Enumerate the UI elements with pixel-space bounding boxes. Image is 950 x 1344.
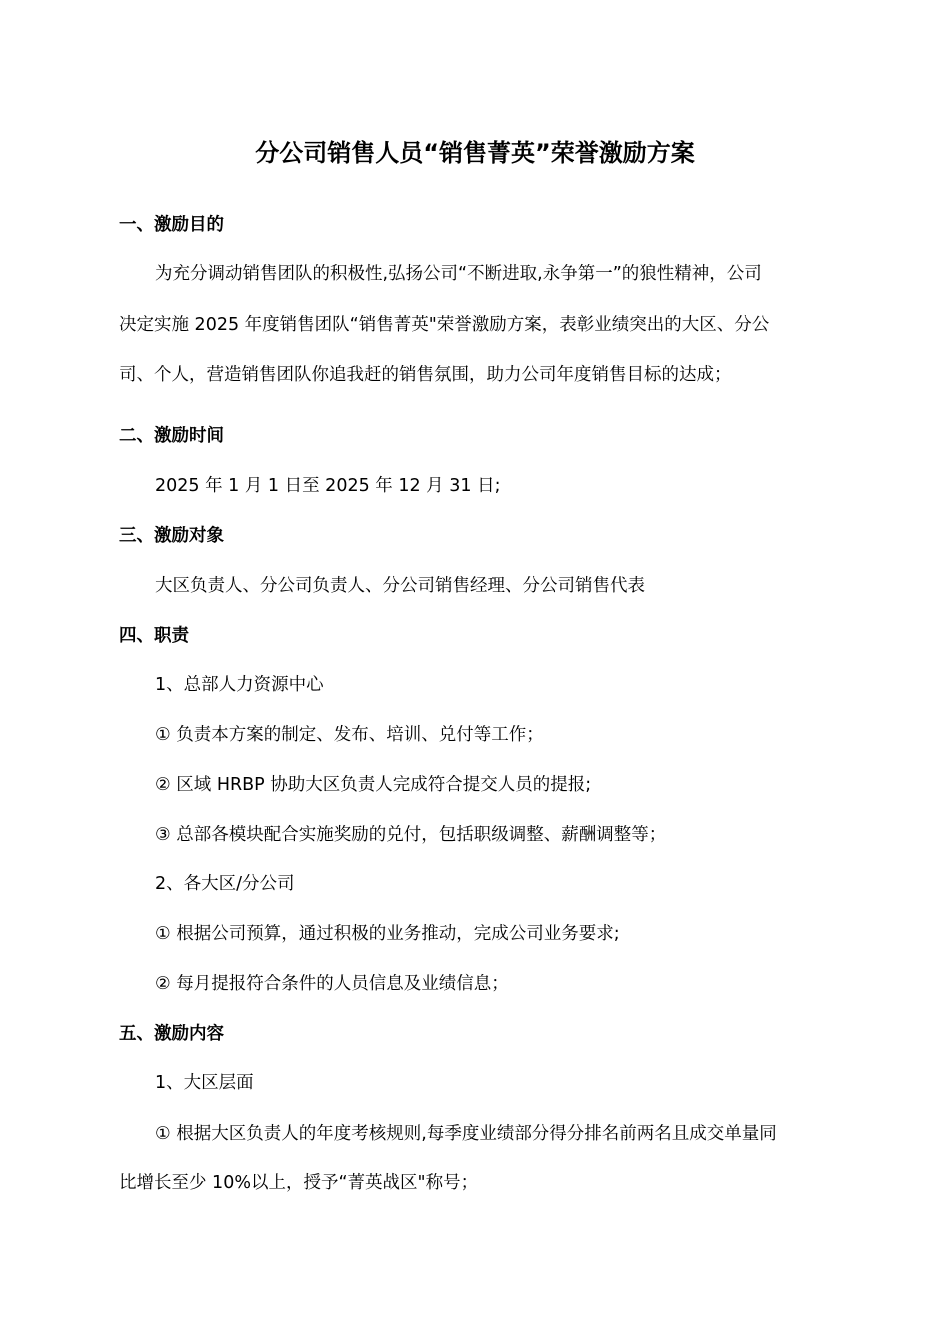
page-title: 分公司销售人员“销售菁英”荣誉激励方案 <box>255 139 695 167</box>
paragraph-line: 大区负责人、分公司负责人、分公司销售经理、分公司销售代表 <box>155 576 645 596</box>
list-item: 比增长至少 10%以上，授予“菁英战区"称号； <box>119 1173 479 1193</box>
paragraph-line: 2025 年 1 月 1 日至 2025 年 12 月 31 日; <box>155 476 501 496</box>
section-heading-duties: 四、职责 <box>119 626 189 646</box>
list-item: 2、各大区/分公司 <box>155 874 295 894</box>
list-item: 1、总部人力资源中心 <box>155 675 324 695</box>
section-heading-purpose: 一、激励目的 <box>119 215 224 235</box>
section-heading-time: 二、激励时间 <box>119 426 224 446</box>
section-heading-target: 三、激励对象 <box>119 526 224 546</box>
paragraph-line: 决定实施 2025 年度销售团队“销售菁英"荣誉激励方案，表彰业绩突出的大区、分公 <box>119 315 770 335</box>
list-item: ③ 总部各模块配合实施奖励的兑付，包括职级调整、薪酬调整等； <box>155 825 667 845</box>
list-item: ① 负责本方案的制定、发布、培训、兑付等工作； <box>155 725 544 745</box>
paragraph-line: 司、个人，营造销售团队你追我赶的销售氛围，助力公司年度销售目标的达成； <box>119 365 732 385</box>
paragraph-line: 为充分调动销售团队的积极性,弘扬公司“不断进取,永争第一”的狼性精神，公司 <box>155 264 762 284</box>
list-item: ① 根据大区负责人的年度考核规则,每季度业绩部分得分排名前两名且成交单量同 <box>155 1124 777 1144</box>
list-item: ② 每月提报符合条件的人员信息及业绩信息； <box>155 974 509 994</box>
list-item: ① 根据公司预算，通过积极的业务推动，完成公司业务要求; <box>155 924 620 944</box>
list-item: ② 区域 HRBP 协助大区负责人完成符合提交人员的提报; <box>155 775 592 795</box>
section-heading-content: 五、激励内容 <box>119 1024 224 1044</box>
list-item: 1、大区层面 <box>155 1073 254 1093</box>
